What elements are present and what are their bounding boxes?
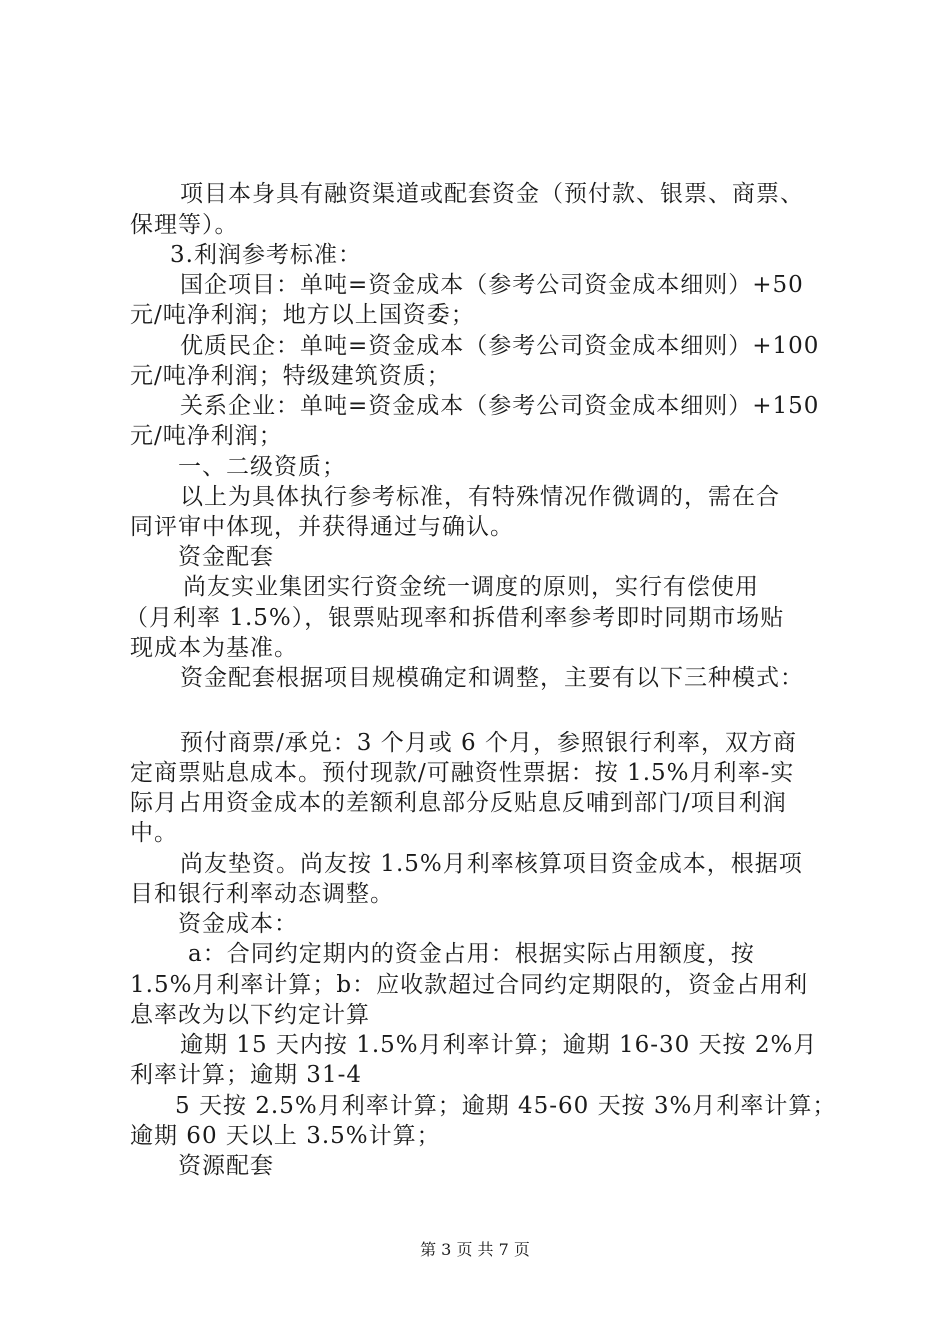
text-line: 定商票贴息成本。预付现款/可融资性票据：按 1.5%月利率-实 [130,760,795,786]
text-line: （月利率 1.5%），银票贴现率和拆借利率参考即时同期市场贴 [125,605,785,631]
text-line: 预付商票/承兑：3 个月或 6 个月，参照银行利率，双方商 [180,730,797,756]
text-line: 中。 [130,820,178,846]
page-number-footer: 第 3 页 共 7 页 [420,1240,530,1259]
text-line: 逾期 15 天内按 1.5%月利率计算；逾期 16-30 天按 2%月 [180,1032,818,1058]
text-line: 关系企业：单吨=资金成本（参考公司资金成本细则）+150 [180,393,820,419]
section-heading: 资金配套 [178,544,274,570]
text-line: 5 天按 2.5%月利率计算；逾期 45-60 天按 3%月利率计算； [175,1093,837,1119]
text-line: 元/吨净利润；特级建筑资质； [130,363,451,389]
text-line: 以上为具体执行参考标准，有特殊情况作微调的，需在合 [180,484,780,510]
text-line: 尚友垫资。尚友按 1.5%月利率核算项目资金成本，根据项 [180,851,803,877]
text-line: 国企项目：单吨=资金成本（参考公司资金成本细则）+50 [180,272,804,298]
text-line: 际月占用资金成本的差额利息部分反贴息反哺到部门/项目利润 [130,790,787,816]
text-line: 1.5%月利率计算；b：应收款超过合同约定期限的，资金占用利 [130,972,809,998]
text-line: 优质民企：单吨=资金成本（参考公司资金成本细则）+100 [180,333,820,359]
text-line: 目和银行利率动态调整。 [130,881,394,907]
text-line: 项目本身具有融资渠道或配套资金（预付款、银票、商票、 [180,181,804,207]
text-line: 息率改为以下约定计算 [130,1002,370,1028]
text-line: 利率计算；逾期 31-4 [130,1062,362,1088]
text-line: a：合同约定期内的资金占用：根据实际占用额度，按 [188,941,755,967]
text-line: 保理等）。 [130,212,239,238]
text-line: 元/吨净利润；地方以上国资委； [130,302,475,328]
text-line: 元/吨净利润； [130,423,283,449]
section-heading: 资金成本： [178,911,298,937]
text-line: 资金配套根据项目规模确定和调整，主要有以下三种模式： [180,665,804,691]
text-line: 一、二级资质； [178,454,346,480]
section-heading: 资源配套 [178,1153,274,1179]
text-line: 同评审中体现，并获得通过与确认。 [130,514,514,540]
text-line: 逾期 60 天以上 3.5%计算； [130,1123,441,1149]
text-line: 3.利润参考标准： [170,242,362,268]
text-line: 尚友实业集团实行资金统一调度的原则，实行有偿使用 [183,574,759,600]
text-line: 现成本为基准。 [130,635,298,661]
